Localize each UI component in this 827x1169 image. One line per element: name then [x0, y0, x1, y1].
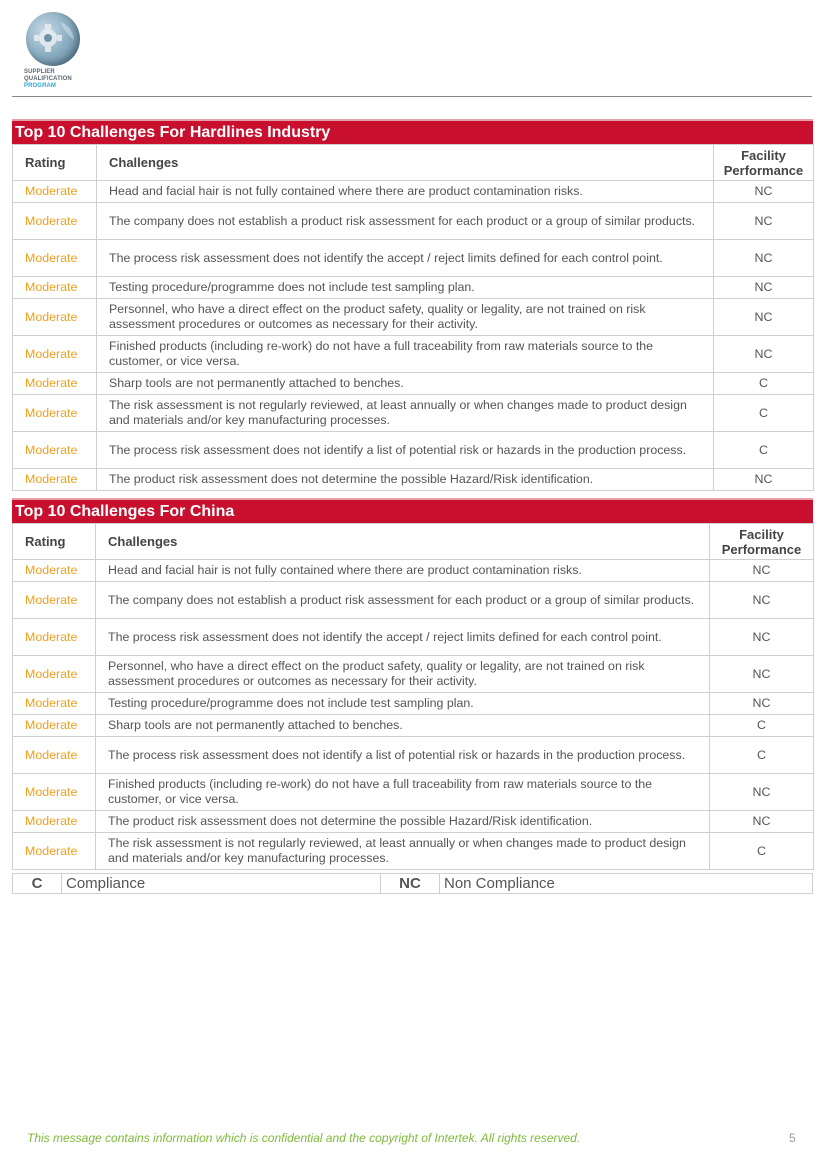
rating-cell: Moderate: [13, 693, 96, 715]
challenge-cell: Testing procedure/programme does not include test sampling plan.: [96, 693, 710, 715]
rating-cell: Moderate: [13, 277, 97, 299]
header-divider: [12, 96, 812, 97]
table-row: [13, 299, 814, 336]
performance-cell: NC: [714, 277, 814, 299]
rating-cell: Moderate: [13, 715, 96, 737]
compliance-symbol: C: [13, 874, 62, 894]
table-row: [13, 715, 814, 737]
performance-cell: NC: [710, 693, 814, 715]
logo-line-3: PROGRAM: [24, 83, 57, 89]
table-row: [13, 432, 814, 469]
rating-cell: Moderate: [13, 240, 97, 277]
challenges-header: Challenges: [97, 145, 714, 181]
performance-cell: NC: [710, 774, 814, 811]
table-row: [13, 240, 814, 277]
performance-cell: NC: [710, 582, 814, 619]
challenge-cell: The company does not establish a product risk assessment for each product or a group of similar products.: [96, 582, 710, 619]
challenge-cell: Sharp tools are not permanently attached to benches.: [96, 715, 710, 737]
challenge-cell: Head and facial hair is not fully contained where there are product contamination risks.: [97, 181, 714, 203]
rating-cell: Moderate: [13, 432, 97, 469]
table-row: [13, 277, 814, 299]
rating-cell: Moderate: [13, 656, 96, 693]
table-row: [13, 373, 814, 395]
table-row: [13, 774, 814, 811]
challenge-cell: Finished products (including re-work) do not have a full traceability from raw materials source to the customer, or vice versa.: [97, 336, 714, 373]
table-row: [13, 336, 814, 373]
challenge-cell: The risk assessment is not regularly reviewed, at least annually or when changes made to product design and materials and/or key manufacturing processes.: [96, 833, 710, 870]
performance-cell: NC: [714, 336, 814, 373]
rating-cell: Moderate: [13, 560, 96, 582]
rating-cell: Moderate: [13, 395, 97, 432]
performance-cell: C: [714, 373, 814, 395]
challenge-cell: The process risk assessment does not identify the accept / reject limits defined for each control point.: [96, 619, 710, 656]
table-row: [13, 737, 814, 774]
rating-cell: Moderate: [13, 619, 96, 656]
performance-cell: NC: [714, 203, 814, 240]
globe-gear-icon: [26, 12, 80, 66]
performance-cell: C: [710, 737, 814, 774]
table-header-row: [13, 524, 814, 560]
performance-cell: NC: [710, 811, 814, 833]
challenge-cell: Testing procedure/programme does not include test sampling plan.: [97, 277, 714, 299]
challenge-cell: The company does not establish a product risk assessment for each product or a group of similar products.: [97, 203, 714, 240]
challenges-table: [12, 523, 814, 870]
challenge-cell: The product risk assessment does not determine the possible Hazard/Risk identification.: [96, 811, 710, 833]
performance-cell: C: [710, 833, 814, 870]
rating-cell: Moderate: [13, 203, 97, 240]
performance-cell: NC: [714, 299, 814, 336]
table-row: [13, 693, 814, 715]
facility-performance-header: Facility Performance: [714, 145, 814, 181]
hardlines-challenges-section: [12, 119, 813, 491]
performance-cell: NC: [714, 240, 814, 277]
challenge-cell: The process risk assessment does not identify a list of potential risk or hazards in the production process.: [97, 432, 714, 469]
challenge-cell: The risk assessment is not regularly reviewed, at least annually or when changes made to product design and materials and/or key manufacturing processes.: [97, 395, 714, 432]
table-row: [13, 560, 814, 582]
rating-header: Rating: [13, 524, 96, 560]
performance-cell: NC: [710, 656, 814, 693]
compliance-label: Compliance: [62, 874, 381, 894]
rating-cell: Moderate: [13, 299, 97, 336]
section-title: Top 10 Challenges For Hardlines Industry: [12, 119, 813, 144]
challenge-cell: Personnel, who have a direct effect on the product safety, quality or legality, are not trained on risk assessment procedures or outcomes as necessary for their activity.: [97, 299, 714, 336]
non-compliance-label: Non Compliance: [440, 874, 813, 894]
logo-line-1: SUPPLIER: [24, 69, 55, 75]
section-title: Top 10 Challenges For China: [12, 498, 813, 523]
table-row: [13, 181, 814, 203]
rating-cell: Moderate: [13, 336, 97, 373]
table-row: [13, 619, 814, 656]
non-compliance-symbol: NC: [381, 874, 440, 894]
rating-cell: Moderate: [13, 373, 97, 395]
confidentiality-footer: This message contains information which is confidential and the copyright of Intertek. All rights reserved.: [27, 1131, 581, 1145]
table-row: [13, 203, 814, 240]
challenge-cell: The product risk assessment does not determine the possible Hazard/Risk identification.: [97, 469, 714, 491]
table-row: [13, 395, 814, 432]
rating-cell: Moderate: [13, 181, 97, 203]
page-number: 5: [789, 1131, 796, 1145]
performance-cell: NC: [714, 469, 814, 491]
rating-cell: Moderate: [13, 833, 96, 870]
china-challenges-section: [12, 498, 813, 870]
challenge-cell: The process risk assessment does not identify the accept / reject limits defined for each control point.: [97, 240, 714, 277]
table-row: [13, 811, 814, 833]
rating-cell: Moderate: [13, 811, 96, 833]
table-row: [13, 833, 814, 870]
rating-header: Rating: [13, 145, 97, 181]
compliance-legend: [12, 873, 812, 894]
performance-cell: C: [714, 395, 814, 432]
supplier-qualification-logo: [24, 12, 84, 90]
table-row: [13, 656, 814, 693]
performance-cell: NC: [710, 619, 814, 656]
rating-cell: Moderate: [13, 469, 97, 491]
rating-cell: Moderate: [13, 737, 96, 774]
challenge-cell: Head and facial hair is not fully contained where there are product contamination risks.: [96, 560, 710, 582]
logo-line-2: QUALIFICATION: [24, 76, 72, 82]
facility-performance-header: Facility Performance: [710, 524, 814, 560]
rating-cell: Moderate: [13, 582, 96, 619]
challenges-header: Challenges: [96, 524, 710, 560]
performance-cell: NC: [714, 181, 814, 203]
challenge-cell: Finished products (including re-work) do not have a full traceability from raw materials source to the customer, or vice versa.: [96, 774, 710, 811]
challenge-cell: Personnel, who have a direct effect on the product safety, quality or legality, are not trained on risk assessment procedures or outcomes as necessary for their activity.: [96, 656, 710, 693]
performance-cell: C: [710, 715, 814, 737]
table-row: [13, 582, 814, 619]
table-row: [13, 469, 814, 491]
challenge-cell: The process risk assessment does not identify a list of potential risk or hazards in the production process.: [96, 737, 710, 774]
performance-cell: C: [714, 432, 814, 469]
table-header-row: [13, 145, 814, 181]
challenge-cell: Sharp tools are not permanently attached to benches.: [97, 373, 714, 395]
performance-cell: NC: [710, 560, 814, 582]
rating-cell: Moderate: [13, 774, 96, 811]
challenges-table: [12, 144, 814, 491]
